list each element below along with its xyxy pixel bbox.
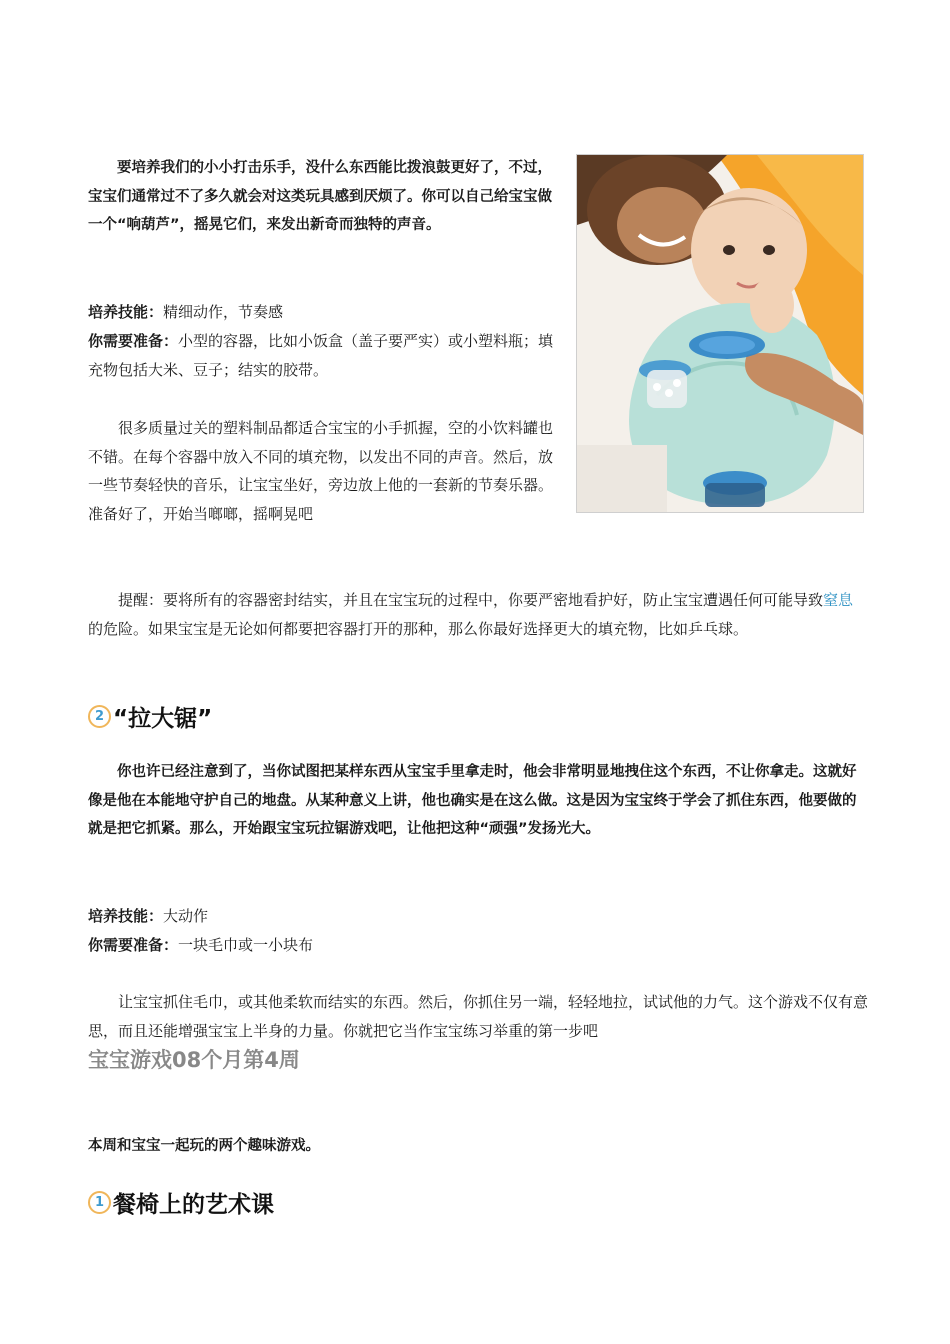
week-title: 宝宝游戏08个月第4周 (88, 1048, 300, 1072)
game2-prep (88, 931, 868, 960)
game2-skill-value: 大动作 (163, 907, 209, 925)
game2-intro: 你也许已经注意到了，当你试图把某样东西从宝宝手里拿走时，他会非常明显地拽住这个东西，不让你拿走。这就好像是他在本能地守护自己的地盘。从某种意义上讲，他也确实是在这么做。这是因为宝宝终于学会了抓住东西，他要做的就是把它抓紧。那么，开始跟宝宝玩拉锯游戏吧，让他把这种“顽强”发扬光大。 (88, 764, 857, 838)
game1-skill-value: 精细动作，节奏感 (163, 303, 284, 321)
game2-heading (88, 700, 212, 733)
number-1-icon: 1 (88, 1191, 111, 1214)
game2-title: “拉大锯” (113, 706, 213, 732)
game1-prep-value: 小型的容器，比如小饭盒（盖子要严实）或小塑料瓶；填充物包括大米、豆子；结实的胶带。 (88, 332, 554, 379)
week-game1-title: 餐椅上的艺术课 (113, 1192, 274, 1218)
game1-reminder (88, 586, 868, 643)
game1-body: 很多质量过关的塑料制品都适合宝宝的小手抓握，空的小饮料罐也不错。在每个容器中放入不同的填充物，以发出不同的声音。然后，放一些节奏轻快的音乐，让宝宝坐好，旁边放上他的一套新的节奏乐器。准备好了，开始当啷啷，摇啊晃吧 (88, 419, 554, 523)
game1-skill (88, 298, 560, 327)
game2-prep-label: 你需要准备： (88, 936, 179, 954)
game1-skill-label: 培养技能： (88, 303, 164, 321)
week-subtitle: 本周和宝宝一起玩的两个趣味游戏。 (88, 1138, 320, 1154)
reminder-text-before: 提醒：要将所有的容器密封结实，并且在宝宝玩的过程中，你要严密地看护好，防止宝宝遭遇任何可能导致 (118, 591, 824, 609)
mother-baby-photo (576, 154, 864, 513)
game1-prep (88, 327, 560, 384)
game2-prep-value: 一块毛巾或一小块布 (178, 936, 314, 954)
week-game1-heading (88, 1186, 274, 1219)
intro-paragraph: 要培养我们的小小打击乐手，没什么东西能比拨浪鼓更好了，不过，宝宝们通常过不了多久就会对这类玩具感到厌烦了。你可以自己给宝宝做一个“响葫芦”，摇晃它们，来发出新奇而独特的声音。 (88, 160, 552, 234)
game2-body: 让宝宝抓住毛巾，或其他柔软而结实的东西。然后，你抓住另一端，轻轻地拉，试试他的力气。这个游戏不仅有意思，而且还能增强宝宝上半身的力量。你就把它当作宝宝练习举重的第一步吧 (88, 993, 869, 1040)
number-2-icon: 2 (88, 705, 111, 728)
photo-illustration (577, 155, 863, 512)
game2-skill-label: 培养技能： (88, 907, 164, 925)
game1-prep-label: 你需要准备： (88, 332, 179, 350)
suffocation-link[interactable]: 窒息 (823, 591, 854, 609)
reminder-text-after: 的危险。如果宝宝是无论如何都要把容器打开的那种，那么你最好选择更大的填充物，比如乒乓球。 (88, 619, 749, 638)
game2-skill (88, 902, 868, 931)
